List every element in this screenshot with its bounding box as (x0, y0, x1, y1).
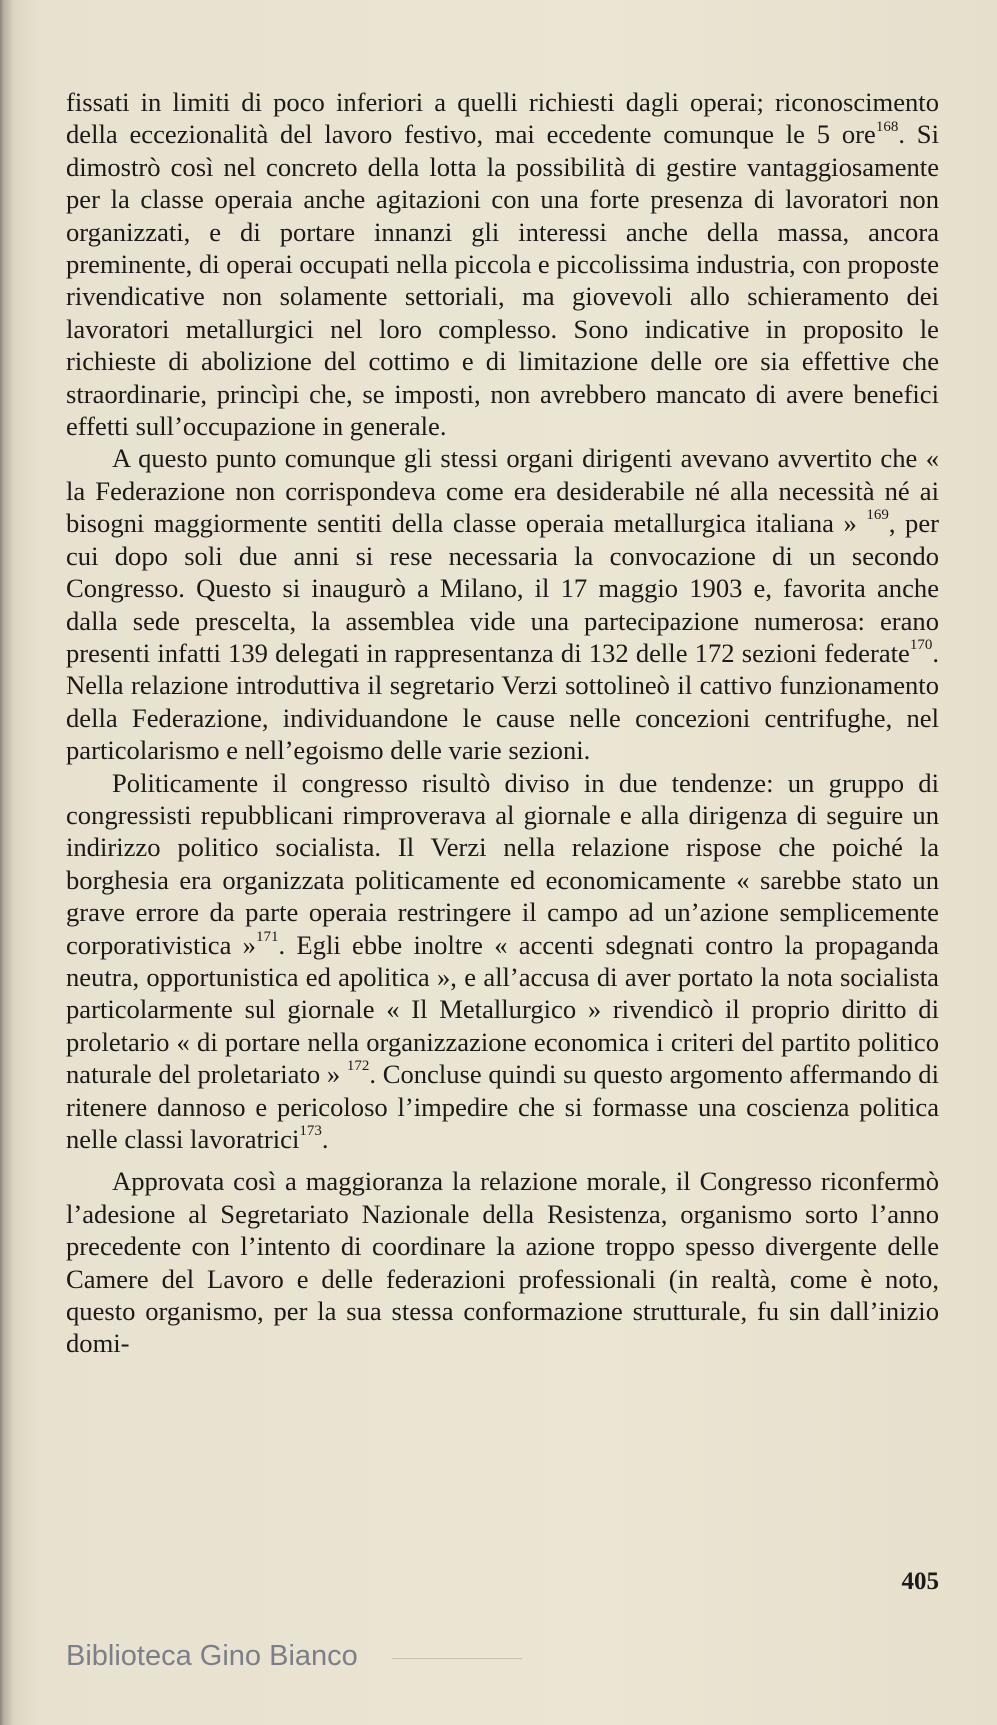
paragraph (66, 1165, 939, 1359)
footnote-marker: 171 (255, 928, 279, 945)
body-text (66, 86, 939, 1360)
page-number: 405 (901, 1568, 939, 1595)
footnote-marker: 169 (866, 507, 889, 524)
library-watermark: Biblioteca Gino Bianco (66, 1640, 358, 1672)
text-run: Approvata così a maggioranza la relazione morale, il Congresso riconfermò l’adesione al Segretariato Nazionale della Resistenza, organismo sorto l’anno precedente con l’intento di coordinare la azione troppo spesso divergente delle Camere del Lavoro e delle federazioni professionali (in realtà, come è noto, questo organismo, per la sua stessa conformazione strutturale, fu sin dall’inizio domi- (66, 1166, 939, 1359)
text-run: . (321, 1124, 329, 1154)
text-run: . Nella relazione introduttiva il segretario Verzi sottolineò il cattivo funzionamento della Federazione, individuandone le cause nelle concezioni centrifughe, nel particolarismo e nell’egoismo delle varie sezioni. (66, 637, 939, 766)
footnote-marker: 173 (299, 1123, 322, 1140)
text-run: . Concluse quindi su questo argomento affermando di ritenere dannoso e pericoloso l’impedire che si formasse una coscienza politica nelle classi lavoratrici (66, 1059, 939, 1154)
text-run: . Egli ebbe inoltre « accenti sdegnati contro la propaganda neutra, opportunistica ed apolitica », e all’accusa di aver portato la nota socialista particolarmente sul giornale « Il Metallurgico » rivendicò il proprio diritto di proletario « di portare nella organizzazione economica i criteri del partito politico naturale del proletariato » (66, 929, 939, 1090)
text-run: Politicamente il congresso risultò diviso in due tendenze: un gruppo di congressisti repubblicani rimproverava al giornale e alla dirigenza di seguire un indirizzo politico socialista. Il Verzi nella relazione rispose che poiché la borghesia era organizzata politicamente ed economicamente « sarebbe stato un grave errore da parte operaia restringere il campo ad un’azione semplicemente corporativistica » (66, 767, 939, 960)
footnote-marker: 170 (909, 637, 933, 654)
text-run: fissati in limiti di poco inferiori a quelli richiesti dagli operai; riconoscimento della eccezionalità del lavoro festivo, mai eccedente comunque le 5 ore (66, 87, 939, 150)
paragraph (66, 86, 939, 442)
text-run: . Si dimostrò così nel concreto della lotta la possibilità di gestire vantaggiosamente per la classe operaia anche agitazioni con una forte presenza di lavoratori non organizzati, e di portare innanzi gli interessi anche della massa, ancora preminente, di operai occupati nella piccola e piccolissima industria, con proposte rivendicative non solamente settoriali, ma giovevoli allo schieramento dei lavoratori metallurgici nel loro complesso. Sono indicative in proposito le richieste di abolizione del cottimo e di limitazione delle ore sia effettive che straordinarie, princìpi che, se imposti, non avrebbero mancato di avere benefici effetti sull’occupazione in generale. (66, 119, 939, 442)
text-run: A questo punto comunque gli stessi organi dirigenti avevano avvertito che « la Federazione non corrispondeva come era desiderabile né alla necessità né ai bisogni maggiormente sentiti della classe operaia metallurgica italiana » (66, 443, 939, 539)
paragraph (66, 767, 939, 1156)
watermark-rule (392, 1658, 522, 1659)
text-run: , per cui dopo soli due anni si rese necessaria la convocazione di un secondo Congresso. Questo si inaugurò a Milano, il 17 maggio 1903 e, favorita anche dalla sede prescelta, la assemblea vide una partecipazione numerosa: erano presenti infatti 139 delegati in rappresentanza di 132 delle 172 sezioni federate (66, 508, 939, 668)
footnote-marker: 168 (875, 118, 899, 135)
footnote-marker: 172 (346, 1058, 370, 1075)
paragraph (66, 442, 939, 766)
